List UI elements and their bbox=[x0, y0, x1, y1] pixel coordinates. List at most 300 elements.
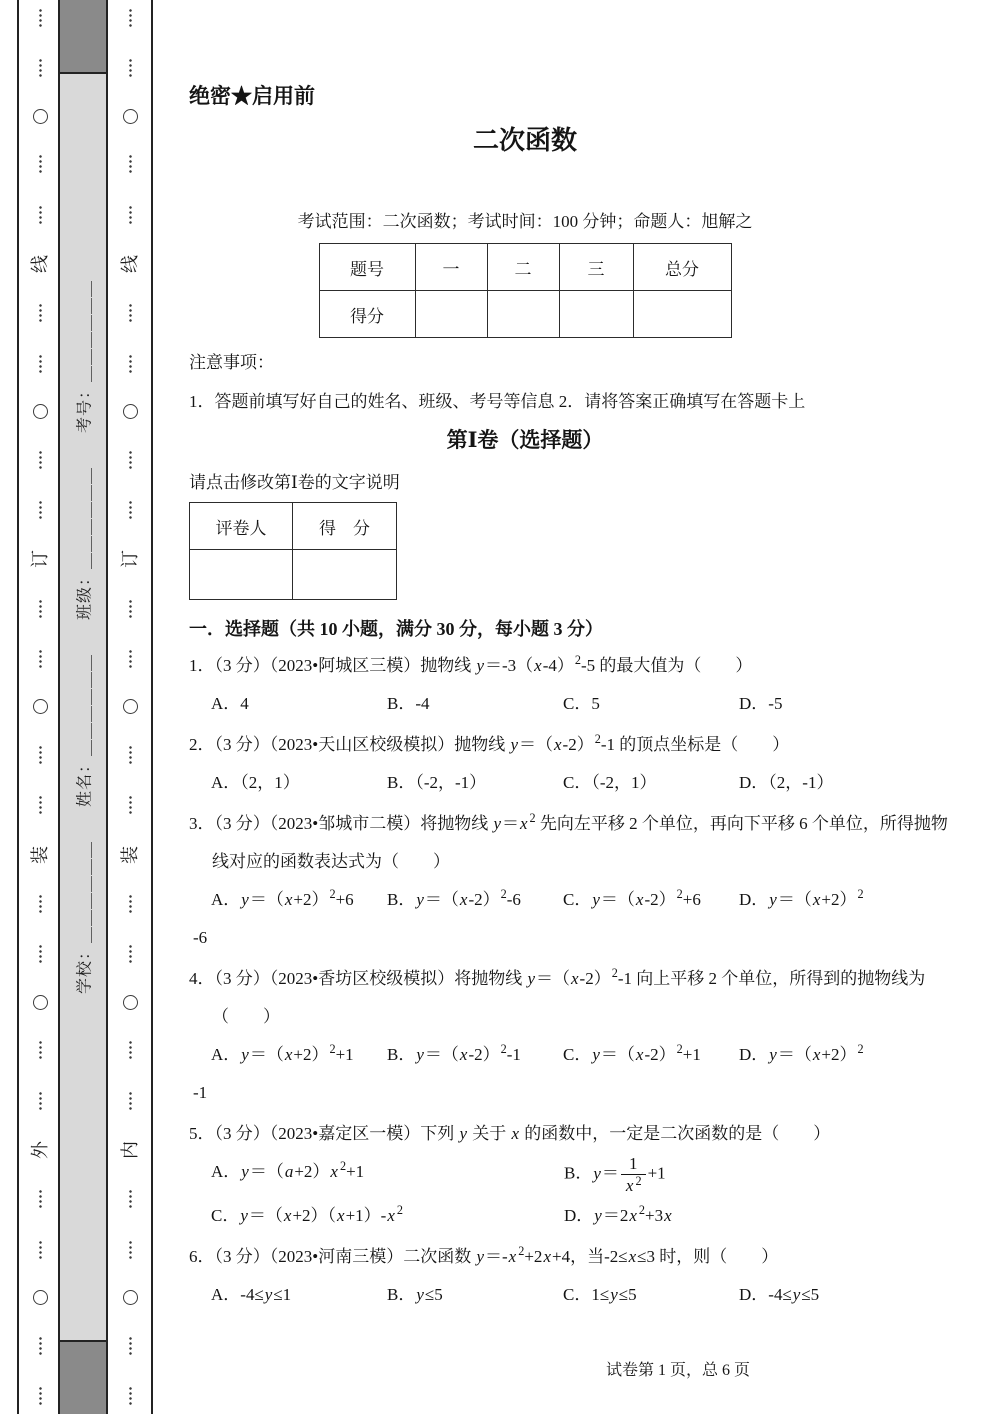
question-5 bbox=[189, 1115, 962, 1235]
option-label: B． bbox=[387, 1284, 416, 1304]
score-empty-cell bbox=[415, 291, 487, 338]
dotted-line-segment bbox=[129, 8, 132, 28]
dotted-line-segment bbox=[39, 1386, 42, 1406]
option-label: A． bbox=[211, 1162, 241, 1181]
math-variable: x bbox=[635, 1045, 644, 1064]
superscript: 2 bbox=[339, 1159, 347, 1174]
text-run: ＝（ bbox=[249, 1162, 284, 1181]
math-variable: y bbox=[476, 1246, 484, 1266]
text-run: +1 bbox=[346, 1162, 365, 1181]
text-run: 1 bbox=[628, 1154, 638, 1173]
question-5-option-C bbox=[211, 1197, 564, 1235]
question-3-stem bbox=[189, 805, 962, 881]
superscript: 2 bbox=[574, 653, 582, 668]
question-2-stem bbox=[189, 726, 962, 764]
section-1-edit-hint: 请点击修改第Ⅰ卷的文字说明 bbox=[189, 473, 400, 492]
text-run: ＝（ bbox=[424, 1045, 459, 1064]
secret-label: 绝密★启用前 bbox=[189, 84, 315, 108]
superscript: 2 bbox=[638, 1202, 645, 1217]
math-variable: x bbox=[330, 1162, 338, 1181]
question-4-option-A bbox=[211, 1036, 387, 1074]
score-table-header-cell: 一 bbox=[415, 244, 487, 291]
question-number: 6． bbox=[189, 1246, 215, 1266]
dotted-line-segment bbox=[39, 154, 42, 174]
dotted-line-segment bbox=[39, 1040, 42, 1060]
superscript: 2 bbox=[676, 1042, 683, 1057]
math-variable: y bbox=[264, 1284, 273, 1304]
text-run: ＝（ bbox=[519, 735, 553, 754]
score-empty-cell bbox=[559, 291, 633, 338]
dotted-line-segment bbox=[39, 894, 42, 914]
text-run: +4，当-2≤ bbox=[551, 1246, 628, 1266]
math-variable: x bbox=[337, 1205, 345, 1225]
text-run: 5 bbox=[591, 694, 600, 713]
part-1-heading: 一．选择题（共 10 小题，满分 30 分，每小题 3 分） bbox=[189, 619, 603, 639]
fraction-denominator bbox=[621, 1175, 646, 1196]
circle-mark bbox=[123, 1290, 138, 1305]
dotted-line-segment bbox=[39, 1091, 42, 1111]
student-info-fields: 学校：＿＿＿＿＿＿ 姓名：＿＿＿＿＿＿ 班级：＿＿＿＿＿＿ 考号：＿＿＿＿＿＿ bbox=[76, 280, 94, 995]
text-run: +2） bbox=[821, 1045, 857, 1064]
option-label: A． bbox=[211, 773, 241, 792]
math-variable: y bbox=[493, 814, 501, 833]
superscript: 2 bbox=[500, 887, 507, 902]
question-2-option-C bbox=[563, 764, 739, 802]
text-run: ＝（ bbox=[777, 890, 812, 909]
seal-bar-bottom-cap bbox=[60, 1340, 106, 1414]
binding-char: 线 bbox=[30, 254, 50, 273]
text-run: （-2，1） bbox=[591, 773, 657, 792]
math-variable: x bbox=[543, 1246, 551, 1266]
math-variable: y bbox=[792, 1284, 801, 1304]
text-run: （3 分）（2023•河南三模）二次函数 bbox=[214, 1246, 476, 1266]
score-table-header-row bbox=[319, 244, 731, 291]
option-label: B． bbox=[387, 890, 416, 909]
text-run: +2） bbox=[821, 890, 857, 909]
dotted-line-segment bbox=[39, 205, 42, 225]
score-empty-cell bbox=[487, 291, 559, 338]
text-run: -2） bbox=[468, 890, 500, 909]
notes-title: 注意事项： bbox=[189, 353, 274, 372]
math-variable: y bbox=[240, 1205, 248, 1225]
dotted-line-segment bbox=[129, 1386, 132, 1406]
math-variable: x bbox=[628, 1246, 637, 1266]
text-run: 关于 bbox=[468, 1124, 511, 1143]
question-4 bbox=[189, 960, 962, 1112]
text-run: 先向左平移 2 个单位，再向下平移 6 个单位，所得抛物线对应的函数表达式为（ ） bbox=[212, 814, 948, 871]
question-3-option-continuation bbox=[193, 919, 962, 957]
text-run: +2） bbox=[293, 1045, 329, 1064]
question-4-option-continuation bbox=[193, 1074, 962, 1112]
dotted-line-segment bbox=[39, 649, 42, 669]
dotted-line-segment bbox=[129, 58, 132, 78]
option-label: C． bbox=[563, 773, 592, 792]
text-run: +3 bbox=[645, 1205, 664, 1225]
superscript: 2 bbox=[329, 887, 336, 902]
seal-bar-top-cap bbox=[60, 0, 106, 74]
circle-mark bbox=[123, 404, 138, 419]
text-run: -2） bbox=[468, 1045, 500, 1064]
superscript: 2 bbox=[329, 1042, 336, 1057]
option-label: B． bbox=[564, 1163, 593, 1183]
exam-info-line: 考试范围：二次函数；考试时间：100 分钟；命题人：旭解之 bbox=[297, 212, 753, 231]
math-variable: y bbox=[416, 1284, 424, 1304]
text-run: ＝（ bbox=[536, 969, 570, 988]
math-variable: y bbox=[241, 890, 249, 909]
question-6-stem bbox=[189, 1238, 962, 1276]
question-number: 1． bbox=[189, 656, 215, 675]
text-run: -2） bbox=[579, 969, 611, 988]
option-label: B． bbox=[387, 1045, 416, 1064]
question-3-option-C bbox=[563, 881, 739, 919]
math-variable: x bbox=[508, 1246, 517, 1266]
text-run: +6 bbox=[682, 890, 701, 909]
question-4-stem bbox=[189, 960, 962, 1036]
option-label: C． bbox=[563, 890, 592, 909]
binding-border-line-left bbox=[17, 0, 19, 1414]
question-1-options bbox=[211, 685, 962, 723]
text-run: ＝（ bbox=[249, 890, 284, 909]
dotted-line-segment bbox=[39, 303, 42, 323]
text-run: ＝（ bbox=[777, 1045, 812, 1064]
question-3-option-A bbox=[211, 881, 387, 919]
question-1 bbox=[189, 647, 962, 723]
dotted-line-segment bbox=[129, 500, 132, 520]
circle-mark bbox=[123, 109, 138, 124]
fraction bbox=[621, 1153, 646, 1197]
score-table bbox=[319, 243, 732, 338]
option-label: D． bbox=[564, 1205, 594, 1225]
text-run: +1 bbox=[335, 1045, 354, 1064]
dotted-line-segment bbox=[129, 599, 132, 619]
question-list bbox=[189, 647, 962, 1314]
text-run: +2 bbox=[524, 1246, 543, 1266]
question-6-option-B bbox=[387, 1276, 563, 1314]
dotted-line-segment bbox=[129, 1189, 132, 1209]
math-variable: y bbox=[510, 735, 518, 754]
text-run: -4≤ bbox=[240, 1284, 264, 1304]
option-label: B． bbox=[387, 773, 416, 792]
text-run: （3 分）（2023•香坊区校级模拟）将抛物线 bbox=[214, 969, 527, 988]
text-run: （3 分）（2023•邹城市二模）将抛物线 bbox=[214, 814, 493, 833]
text-run: （3 分）（2023•阿城区三模）抛物线 bbox=[214, 656, 476, 675]
text-run: +1 bbox=[682, 1045, 701, 1064]
dotted-line-segment bbox=[129, 303, 132, 323]
question-2-option-B bbox=[387, 764, 563, 802]
text-run: （2，-1） bbox=[768, 773, 834, 792]
binding-char: 装 bbox=[120, 845, 140, 864]
superscript: 2 bbox=[500, 1042, 507, 1057]
text-run: ＝（ bbox=[600, 890, 635, 909]
question-3-option-D bbox=[739, 881, 962, 919]
dotted-line-segment bbox=[129, 354, 132, 374]
student-info-seal-bar bbox=[58, 0, 108, 1414]
text-run: -4≤ bbox=[768, 1284, 792, 1304]
score-empty-cell bbox=[633, 291, 731, 338]
section-1-title: 第Ⅰ卷（选择题） bbox=[446, 428, 604, 452]
superscript: 2 bbox=[676, 887, 683, 902]
binding-char: 外 bbox=[30, 1140, 50, 1159]
text-run: ≤3 时，则（ ） bbox=[637, 1246, 779, 1266]
grader-table-header-row bbox=[190, 503, 397, 550]
dotted-line-segment bbox=[129, 894, 132, 914]
text-run: ＝（ bbox=[249, 1045, 284, 1064]
question-4-option-C bbox=[563, 1036, 739, 1074]
grader-empty-cell bbox=[190, 550, 293, 600]
text-run: （3 分）（2023•嘉定区一模）下列 bbox=[214, 1124, 459, 1143]
dotted-line-segment bbox=[129, 205, 132, 225]
superscript: 2 bbox=[594, 732, 601, 747]
math-variable: x bbox=[635, 890, 644, 909]
dotted-line-segment bbox=[39, 745, 42, 765]
dotted-line-segment bbox=[39, 944, 42, 964]
question-5-stem bbox=[189, 1115, 962, 1153]
text-run: 4 bbox=[240, 694, 249, 713]
dotted-line-segment bbox=[39, 500, 42, 520]
question-4-options bbox=[211, 1036, 962, 1074]
option-label: A． bbox=[211, 1045, 241, 1064]
score-row-label: 得分 bbox=[319, 291, 415, 338]
text-run: -2） bbox=[562, 735, 594, 754]
math-variable: a bbox=[284, 1162, 294, 1181]
score-table-header-cell: 总分 bbox=[633, 244, 731, 291]
math-variable: y bbox=[459, 1124, 467, 1143]
text-run: ≤1 bbox=[273, 1284, 292, 1304]
text-run: +2）（ bbox=[292, 1205, 337, 1225]
score-label: 得 分 bbox=[293, 503, 397, 550]
text-run: ＝-3（ bbox=[485, 656, 534, 675]
dotted-line-segment bbox=[129, 795, 132, 815]
question-6-option-D bbox=[739, 1276, 962, 1314]
option-label: D． bbox=[739, 1045, 769, 1064]
math-variable: x bbox=[284, 890, 293, 909]
question-3-option-B bbox=[387, 881, 563, 919]
text-run: -6 bbox=[506, 890, 521, 909]
math-variable: y bbox=[594, 1205, 602, 1225]
dotted-line-segment bbox=[39, 1240, 42, 1260]
question-5-option-A bbox=[211, 1153, 564, 1197]
text-run: ＝2 bbox=[602, 1205, 629, 1225]
text-run: ＝（ bbox=[424, 890, 459, 909]
question-6 bbox=[189, 1238, 962, 1314]
score-table-header-cell: 三 bbox=[559, 244, 633, 291]
dotted-line-segment bbox=[129, 944, 132, 964]
dotted-line-segment bbox=[129, 649, 132, 669]
math-variable: y bbox=[527, 969, 535, 988]
math-variable: x bbox=[629, 1205, 637, 1225]
dotted-line-segment bbox=[39, 58, 42, 78]
dotted-line-segment bbox=[129, 450, 132, 470]
dotted-line-segment bbox=[39, 354, 42, 374]
circle-mark bbox=[33, 995, 48, 1010]
question-4-option-B bbox=[387, 1036, 563, 1074]
dotted-line-segment bbox=[39, 450, 42, 470]
question-number: 4． bbox=[189, 969, 215, 988]
text-run: -6 bbox=[193, 928, 208, 947]
circle-mark bbox=[33, 109, 48, 124]
fraction-numerator bbox=[621, 1153, 646, 1175]
text-run: -5 bbox=[768, 694, 783, 713]
math-variable: x bbox=[812, 1045, 821, 1064]
score-table-header-cell: 二 bbox=[487, 244, 559, 291]
math-variable: x bbox=[625, 1176, 634, 1196]
text-run: ≤5 bbox=[801, 1284, 820, 1304]
option-label: C． bbox=[211, 1205, 240, 1225]
dotted-line-segment bbox=[129, 745, 132, 765]
text-run: ＝ bbox=[601, 1163, 619, 1183]
circle-mark bbox=[33, 1290, 48, 1305]
question-number: 2． bbox=[189, 735, 215, 754]
math-variable: y bbox=[610, 1284, 618, 1304]
math-variable: x bbox=[387, 1205, 395, 1225]
option-label: A． bbox=[211, 694, 241, 713]
text-run: ≤5 bbox=[424, 1284, 443, 1304]
text-run: 的函数中，一定是二次函数的是（ ） bbox=[520, 1124, 831, 1143]
binding-char: 内 bbox=[120, 1140, 140, 1159]
score-table-header-cell: 题号 bbox=[319, 244, 415, 291]
binding-line-outer bbox=[25, 8, 55, 1406]
binding-line-inner bbox=[115, 8, 145, 1406]
text-run: -1 的顶点坐标是（ ） bbox=[600, 735, 790, 754]
superscript: 2 bbox=[529, 811, 536, 826]
circle-mark bbox=[123, 699, 138, 714]
score-table-value-row bbox=[319, 291, 731, 338]
math-variable: y bbox=[769, 1045, 777, 1064]
math-variable: x bbox=[534, 656, 542, 675]
question-2 bbox=[189, 726, 962, 802]
text-run: 1≤ bbox=[591, 1284, 610, 1304]
question-6-options bbox=[211, 1276, 962, 1314]
section-1-header bbox=[189, 425, 861, 455]
question-1-option-A bbox=[211, 685, 387, 723]
dotted-line-segment bbox=[129, 1336, 132, 1356]
question-6-option-A bbox=[211, 1276, 387, 1314]
option-label: D． bbox=[739, 694, 769, 713]
text-run: -2） bbox=[644, 1045, 676, 1064]
math-variable: x bbox=[511, 1124, 520, 1143]
dotted-line-segment bbox=[129, 1240, 132, 1260]
dotted-line-segment bbox=[39, 8, 42, 28]
page-title: 二次函数 bbox=[472, 126, 577, 155]
math-variable: x bbox=[283, 1205, 292, 1225]
math-variable: x bbox=[284, 1045, 293, 1064]
math-variable: y bbox=[769, 890, 777, 909]
math-variable: y bbox=[476, 656, 484, 675]
dotted-line-segment bbox=[39, 1189, 42, 1209]
text-run: -4） bbox=[542, 656, 574, 675]
question-1-option-D bbox=[739, 685, 962, 723]
option-label: D． bbox=[739, 773, 769, 792]
exam-content bbox=[153, 0, 1000, 1414]
circle-mark bbox=[33, 699, 48, 714]
grader-table-empty-row bbox=[190, 550, 397, 600]
text-run: ＝ bbox=[502, 814, 519, 833]
circle-mark bbox=[123, 995, 138, 1010]
question-4-option-D bbox=[739, 1036, 962, 1074]
math-variable: x bbox=[812, 890, 821, 909]
question-3-options bbox=[211, 881, 962, 919]
text-run: （2，1） bbox=[240, 773, 300, 792]
math-variable: y bbox=[416, 890, 424, 909]
math-variable: y bbox=[241, 1045, 249, 1064]
grader-label: 评卷人 bbox=[190, 503, 293, 550]
binding-char: 装 bbox=[30, 845, 50, 864]
question-3 bbox=[189, 805, 962, 957]
question-1-stem bbox=[189, 647, 962, 685]
superscript: 2 bbox=[611, 966, 618, 981]
question-2-option-A bbox=[211, 764, 387, 802]
question-number: 3． bbox=[189, 814, 215, 833]
notes-item-1: 1．答题前填写好自己的姓名、班级、考号等信息 2．请将答案正确填写在答题卡上 bbox=[189, 392, 806, 411]
superscript: 2 bbox=[396, 1202, 403, 1217]
option-label: D． bbox=[739, 890, 769, 909]
dotted-line-segment bbox=[39, 795, 42, 815]
text-run: -2） bbox=[644, 890, 676, 909]
text-run: +1 bbox=[647, 1163, 666, 1183]
circle-mark bbox=[33, 404, 48, 419]
option-label: D． bbox=[739, 1284, 769, 1304]
text-run: ＝（ bbox=[600, 1045, 635, 1064]
math-variable: x bbox=[520, 814, 528, 833]
binding-char: 订 bbox=[30, 550, 50, 569]
header-block bbox=[189, 124, 861, 338]
question-number: 5． bbox=[189, 1124, 215, 1143]
superscript: 2 bbox=[857, 1042, 864, 1057]
text-run: +1）- bbox=[345, 1205, 387, 1225]
grader-score-table bbox=[189, 502, 397, 600]
option-label: A． bbox=[211, 890, 241, 909]
math-variable: x bbox=[664, 1205, 672, 1225]
text-run: ＝（ bbox=[248, 1205, 283, 1225]
question-5-options bbox=[211, 1153, 962, 1235]
page-footer: 试卷第 1 页，总 6 页 bbox=[605, 1362, 750, 1379]
dotted-line-segment bbox=[129, 1091, 132, 1111]
option-label: A． bbox=[211, 1284, 241, 1304]
question-2-options bbox=[211, 764, 962, 802]
dotted-line-segment bbox=[129, 154, 132, 174]
option-label: C． bbox=[563, 1284, 592, 1304]
question-1-option-C bbox=[563, 685, 739, 723]
text-run: +6 bbox=[335, 890, 354, 909]
superscript: 2 bbox=[518, 1243, 525, 1258]
question-5-option-D bbox=[564, 1197, 962, 1235]
text-run: -5 的最大值为（ ） bbox=[581, 656, 753, 675]
question-1-option-B bbox=[387, 685, 563, 723]
math-variable: x bbox=[554, 735, 562, 754]
text-run: （-2，-1） bbox=[415, 773, 487, 792]
superscript: 2 bbox=[857, 887, 864, 902]
option-label: B． bbox=[387, 694, 416, 713]
dotted-line-segment bbox=[39, 1336, 42, 1356]
math-variable: x bbox=[459, 890, 468, 909]
math-variable: y bbox=[593, 1163, 601, 1183]
math-variable: y bbox=[241, 1162, 249, 1181]
dotted-line-segment bbox=[39, 599, 42, 619]
text-run: +2） bbox=[294, 1162, 330, 1181]
option-label: C． bbox=[563, 694, 592, 713]
math-variable: y bbox=[592, 890, 600, 909]
text-run: -1 向上平移 2 个单位，所得到的抛物线为（ ） bbox=[212, 969, 926, 1026]
dotted-line-segment bbox=[129, 1040, 132, 1060]
math-variable: y bbox=[592, 1045, 600, 1064]
binding-char: 订 bbox=[120, 550, 140, 569]
score-empty-cell bbox=[293, 550, 397, 600]
math-variable: y bbox=[416, 1045, 424, 1064]
text-run: -1 bbox=[193, 1083, 208, 1102]
superscript: 2 bbox=[635, 1173, 642, 1188]
text-run: -1 bbox=[506, 1045, 521, 1064]
binding-char: 线 bbox=[120, 254, 140, 273]
